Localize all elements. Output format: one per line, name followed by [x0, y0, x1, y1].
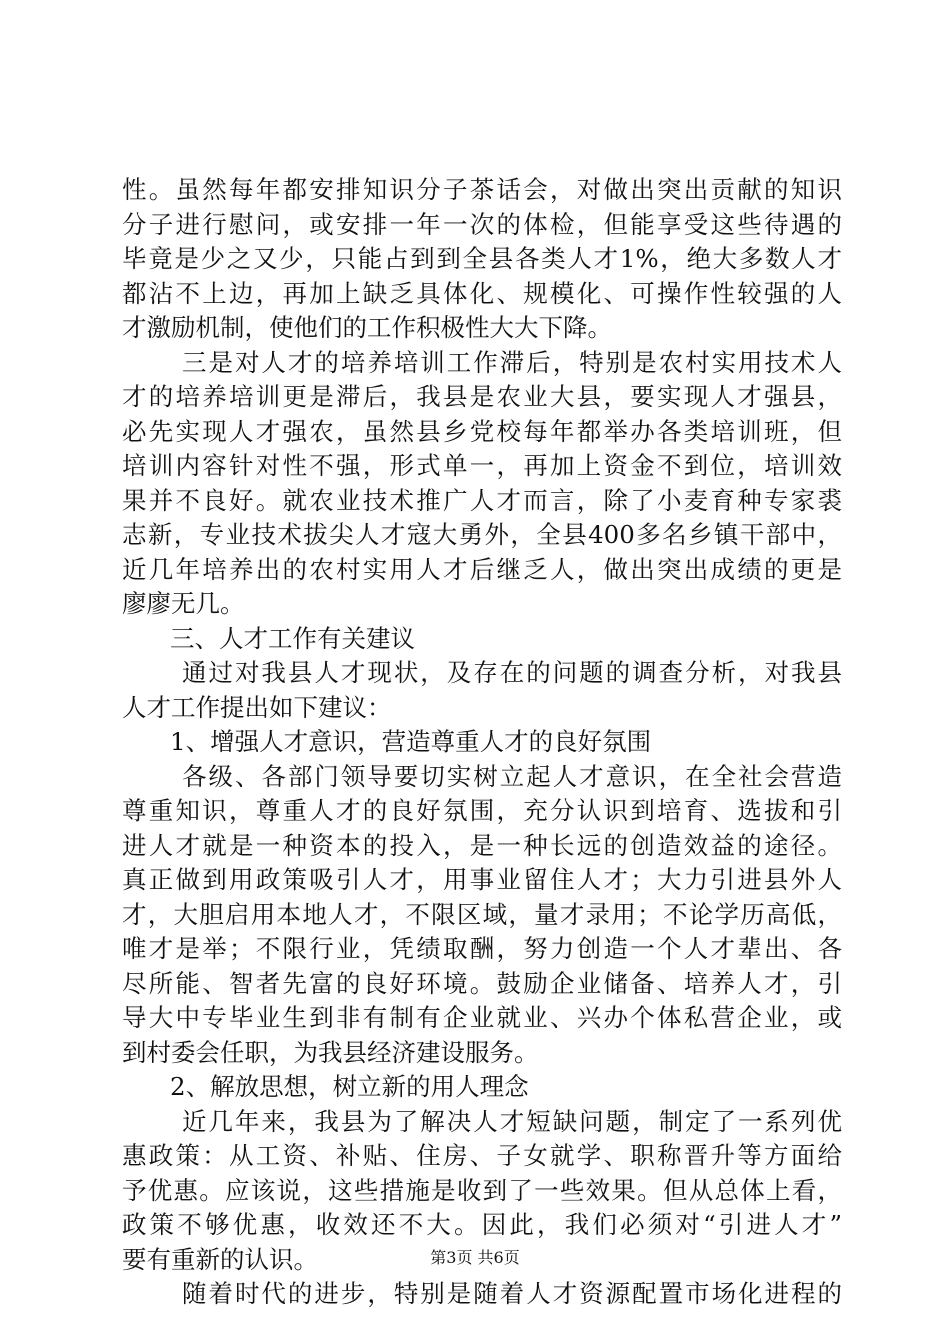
- text-line: 进人才就是一种资本的投入，是一种长远的创造效益的途径。: [122, 830, 842, 860]
- text-line: 都沾不上边，再加上缺乏具体化、规模化、可操作性较强的人: [122, 278, 842, 308]
- text-line: 政策不够优惠，收效还不大。因此，我们必须对“引进人才”: [122, 1210, 842, 1239]
- text-line: 性。虽然每年都安排知识分子茶话会，对做出突出贡献的知识: [122, 175, 842, 204]
- text-line: 1、增强人才意识，营造尊重人才的良好氛围: [170, 727, 652, 756]
- text-line: 果并不良好。就农业技术推广人才而言，除了小麦育种专家裘: [122, 485, 842, 515]
- text-line: 才，大胆启用本地人才，不限区域，量才录用；不论学历高低，: [122, 899, 842, 929]
- text-line: 要有重新的认识。: [122, 1244, 318, 1274]
- text-line: 随着时代的进步，特别是随着人才资源配置市场化进程的: [182, 1279, 842, 1308]
- page-footer: 第3页 共6页: [430, 1248, 520, 1267]
- text-line: 到村委会任职，为我县经济建设服务。: [122, 1037, 539, 1067]
- text-line: 三是对人才的培养培训工作滞后，特别是农村实用技术人: [182, 347, 842, 377]
- text-line: 2、解放思想，树立新的用人理念: [170, 1072, 529, 1101]
- text-line: 近几年来，我县为了解决人才短缺问题，制定了一系列优: [182, 1106, 842, 1136]
- text-line: 毕竟是少之又少，只能占到到全县各类人才1%，绝大多数人才: [122, 244, 842, 273]
- text-line: 才的培养培训更是滞后，我县是农业大县，要实现人才强县，: [122, 382, 842, 411]
- text-line: 惠政策：从工资、补贴、住房、子女就学、职称晋升等方面给: [122, 1141, 842, 1170]
- text-line: 才激励机制，使他们的工作积极性大大下降。: [122, 313, 612, 342]
- text-line: 予优惠。应该说，这些措施是收到了一些效果。但从总体上看，: [122, 1175, 842, 1205]
- text-line: 近几年培养出的农村实用人才后继乏人，做出突出成绩的更是: [122, 554, 842, 584]
- text-line: 唯才是举；不限行业，凭绩取酬，努力创造一个人才辈出、各: [122, 934, 842, 963]
- text-line: 廖廖无几。: [122, 589, 245, 618]
- text-line: 通过对我县人才现状，及存在的问题的调查分析，对我县: [182, 658, 842, 687]
- document-body: [122, 173, 842, 1312]
- text-line: 各级、各部门领导要切实树立起人才意识，在全社会营造: [182, 761, 842, 791]
- text-line: 导大中专毕业生到非有制有企业就业、兴办个体私营企业，或: [122, 1003, 842, 1032]
- text-line: 志新，专业技术拔尖人才寇大勇外，全县400多名乡镇干部中，: [122, 520, 842, 549]
- text-line: 三、人才工作有关建议: [170, 623, 415, 653]
- text-line: 培训内容针对性不强，形式单一，再加上资金不到位，培训效: [122, 451, 842, 480]
- text-line: 尊重知识，尊重人才的良好氛围，充分认识到培育、选拔和引: [122, 796, 842, 825]
- text-line: 分子进行慰问，或安排一年一次的体检，但能享受这些待遇的: [122, 209, 842, 239]
- text-line: 尽所能、智者先富的良好环境。鼓励企业储备、培养人才，引: [122, 968, 842, 998]
- text-line: 必先实现人才强农，虽然县乡党校每年都举办各类培训班，但: [122, 416, 842, 446]
- text-line: 人才工作提出如下建议：: [122, 692, 392, 722]
- text-line: 真正做到用政策吸引人才，用事业留住人才；大力引进县外人: [122, 865, 842, 894]
